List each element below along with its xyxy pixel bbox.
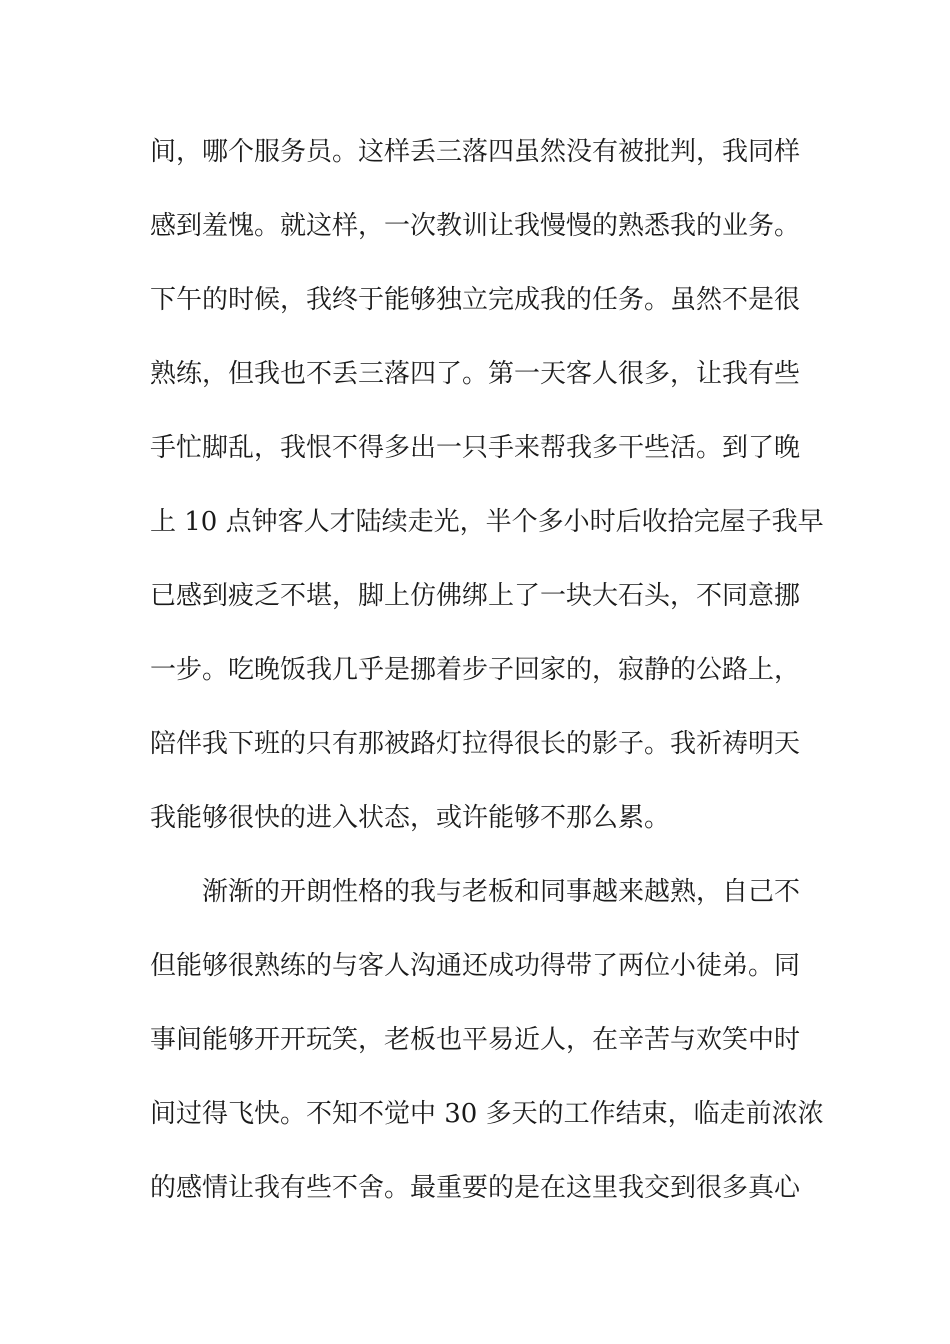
text-line-3: 下午的时候，我终于能够独立完成我的任务。虽然不是很 bbox=[150, 285, 801, 315]
text-line-9: 陪伴我下班的只有那被路灯拉得很长的影子。我祈祷明天 bbox=[150, 729, 801, 759]
text-line-4: 熟练，但我也不丢三落四了。第一天客人很多，让我有些 bbox=[150, 359, 801, 389]
paragraph-first-line: 渐渐的开朗性格的我与老板和同事越来越熟，自己不 bbox=[202, 877, 801, 907]
text-line-7: 已感到疲乏不堪，脚上仿佛绑上了一块大石头，不同意挪 bbox=[150, 581, 801, 611]
text-line-12: 但能够很熟练的与客人沟通还成功得带了两位小徒弟。同 bbox=[150, 951, 801, 981]
body-text bbox=[150, 126, 824, 1236]
text-line-13: 事间能够开开玩笑，老板也平易近人，在辛苦与欢笑中时 bbox=[150, 1025, 801, 1055]
text-line-5: 手忙脚乱，我恨不得多出一只手来帮我多干些活。到了晚 bbox=[150, 433, 801, 463]
text-line-1: 间，哪个服务员。这样丢三落四虽然没有被批判，我同样 bbox=[150, 137, 801, 167]
text-line-10: 我能够很快的进入状态，或许能够不那么累。 bbox=[150, 803, 671, 833]
text-line-6: 上 10 点钟客人才陆续走光，半个多小时后收拾完屋子我早 bbox=[150, 507, 824, 537]
text-line-15: 的感情让我有些不舍。最重要的是在这里我交到很多真心 bbox=[150, 1173, 801, 1203]
text-line-2: 感到羞愧。就这样，一次教训让我慢慢的熟悉我的业务。 bbox=[150, 211, 801, 241]
text-line-8: 一步。吃晚饭我几乎是挪着步子回家的，寂静的公路上， bbox=[150, 655, 801, 685]
text-line-14: 间过得飞快。不知不觉中 30 多天的工作结束，临走前浓浓 bbox=[150, 1099, 824, 1129]
